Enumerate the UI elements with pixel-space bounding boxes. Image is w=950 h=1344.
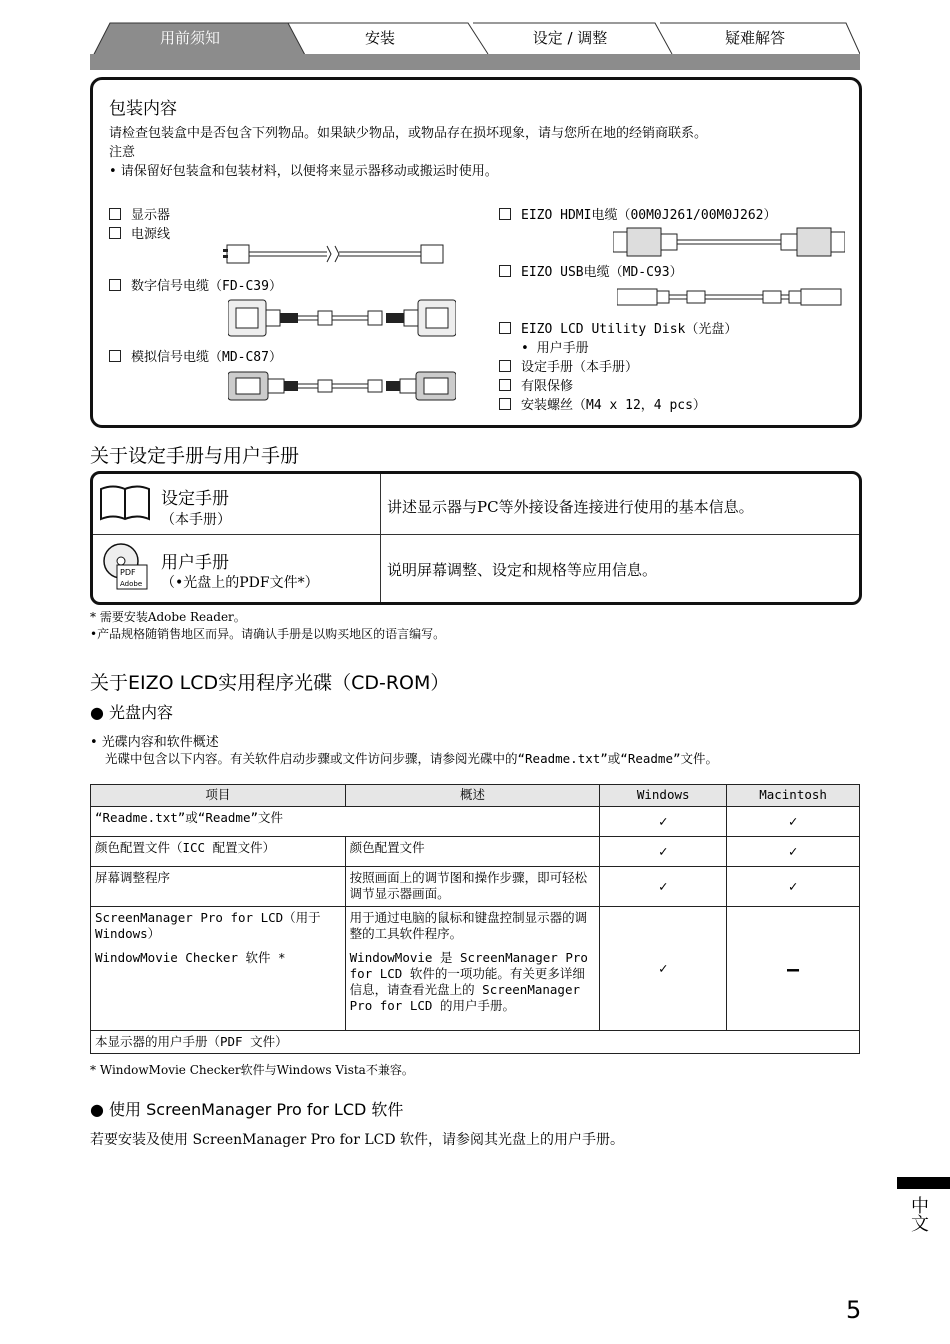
tab-install[interactable]: 安装 — [364, 29, 395, 47]
setup-manual-desc: 讲述显示器与PC等外接设备连接进行使用的基本信息。 — [387, 498, 754, 516]
header-item: 项目 — [91, 785, 346, 807]
cdrom-contents-table — [90, 784, 860, 1054]
item-power-cord: 电源线 — [109, 223, 170, 242]
row-item: 颜色配置文件（ICC 配置文件） — [91, 837, 346, 867]
table-row — [91, 837, 860, 867]
item-utility-disk: EIZO LCD Utility Disk（光盘） — [499, 318, 737, 337]
item-digital-cable: 数字信号电缆（FD-C39） — [109, 275, 282, 294]
item-monitor: 显示器 — [109, 204, 170, 223]
header-desc: 概述 — [345, 785, 600, 807]
power-cord-icon — [223, 240, 453, 268]
row-mac: ✓ — [727, 807, 860, 837]
page-number: 5 — [846, 1296, 862, 1324]
row-item: 屏幕调整程序 — [91, 867, 346, 907]
user-manual-name: 用户手册 — [161, 553, 229, 573]
row-item: “Readme.txt”或“Readme”文件 — [91, 807, 600, 837]
cdrom-sub2-text: 若要安装及使用 ScreenManager Pro for LCD 软件，请参阅其光盘上的用户手册。 — [90, 1132, 625, 1148]
row-win: ✓ — [600, 807, 727, 837]
manuals-title: 关于设定手册与用户手册 — [90, 445, 300, 467]
item-user-manual: • 用户手册 — [521, 341, 589, 356]
package-title: 包装内容 — [109, 99, 177, 119]
divider — [93, 534, 859, 535]
divider — [380, 474, 381, 602]
item-screws: 安装螺丝（M4 x 12，4 pcs） — [499, 394, 706, 413]
hdmi-cable-icon — [613, 226, 845, 258]
language-label: 中文 — [908, 1196, 929, 1232]
row-desc: 按照画面上的调节图和操作步骤，即可轻松调节显示器画面。 — [345, 867, 600, 907]
cdrom-sub2: ● 使用 ScreenManager Pro for LCD 软件 — [90, 1100, 404, 1119]
tab-troubleshooting[interactable]: 疑难解答 — [724, 29, 785, 47]
row-mac: – — [727, 907, 860, 1031]
row-win: ✓ — [600, 837, 727, 867]
row-item — [91, 907, 346, 1031]
pdf-label: PDF — [120, 568, 136, 577]
package-note-label: 注意 — [109, 145, 136, 160]
analog-cable-icon — [228, 370, 456, 402]
row-desc: 颜色配置文件 — [345, 837, 600, 867]
cdrom-bullet: • 光碟内容和软件概述 — [90, 735, 219, 750]
cdrom-bullet-text: 光碟中包含以下内容。有关软件启动步骤或文件访问步骤，请参阅光碟中的“Readme.txt”或“Readme”文件。 — [105, 751, 719, 766]
row-desc-line1: 用于通过电脑的鼠标和键盘控制显示器的调整的工具软件程序。 — [349, 910, 588, 941]
tab-before-use[interactable]: 用前须知 — [159, 29, 220, 47]
row-win: ✓ — [600, 867, 727, 907]
usb-cable-icon — [617, 286, 843, 308]
table-row — [91, 907, 860, 1031]
item-usb-cable: EIZO USB电缆（MD-C93） — [499, 261, 683, 280]
header-windows: Windows — [600, 785, 727, 807]
cdrom-footnote: * WindowMovie Checker软件与Windows Vista不兼容。 — [90, 1063, 414, 1077]
row-mac: ✓ — [727, 867, 860, 907]
row-desc — [345, 907, 600, 1031]
language-marker — [897, 1177, 950, 1189]
item-hdmi-cable: EIZO HDMI电缆（00M0J261/00M0J262） — [499, 204, 777, 223]
adobe-label: Adobe — [120, 580, 143, 588]
digital-cable-icon — [228, 296, 456, 340]
row-desc-line2: WindowMovie 是 ScreenManager Pro for LCD 软件的一项功能。有关更多详细信息，请查看光盘上的 ScreenManager Pro for LCD 的用户手册。 — [349, 950, 588, 1013]
user-manual-desc: 说明屏幕调整、设定和规格等应用信息。 — [387, 561, 658, 579]
package-contents-box — [90, 77, 862, 428]
item-analog-cable: 模拟信号电缆（MD-C87） — [109, 346, 282, 365]
header-macintosh: Macintosh — [727, 785, 860, 807]
tab-settings[interactable]: 设定 / 调整 — [532, 29, 608, 47]
row-item-line1: ScreenManager Pro for LCD（用于 Windows） — [95, 910, 321, 941]
cdrom-sub1: ● 光盘内容 — [90, 703, 174, 722]
manuals-note-1: * 需要安装Adobe Reader。 — [90, 610, 246, 624]
manuals-note-2: •产品规格随销售地区而异。请确认手册是以购买地区的语言编写。 — [90, 627, 446, 641]
item-warranty: 有限保修 — [499, 375, 573, 394]
table-row — [91, 1031, 860, 1054]
row-item: 本显示器的用户手册（PDF 文件） — [91, 1031, 860, 1054]
manuals-table — [90, 471, 862, 605]
cdrom-title: 关于EIZO LCD实用程序光碟（CD-ROM） — [90, 672, 450, 694]
setup-manual-name: 设定手册 — [161, 489, 229, 509]
user-manual-sub: （•光盘上的PDF文件*） — [161, 575, 319, 591]
table-row — [91, 807, 860, 837]
row-item-line2: WindowMovie Checker 软件 * — [95, 950, 286, 965]
package-intro: 请检查包装盒中是否包含下列物品。如果缺少物品，或物品存在损坏现象，请与您所在地的经销商联系。 — [109, 126, 708, 141]
row-mac: ✓ — [727, 837, 860, 867]
tab-underline-band — [90, 54, 860, 70]
book-icon — [99, 483, 151, 525]
table-row — [91, 867, 860, 907]
cd-pdf-icon — [101, 541, 155, 593]
row-win: ✓ — [600, 907, 727, 1031]
item-setup-manual: 设定手册（本手册） — [499, 356, 638, 375]
package-note-text: • 请保留好包装盒和包装材料，以便将来显示器移动或搬运时使用。 — [109, 164, 498, 179]
setup-manual-sub: （本手册） — [161, 512, 231, 528]
